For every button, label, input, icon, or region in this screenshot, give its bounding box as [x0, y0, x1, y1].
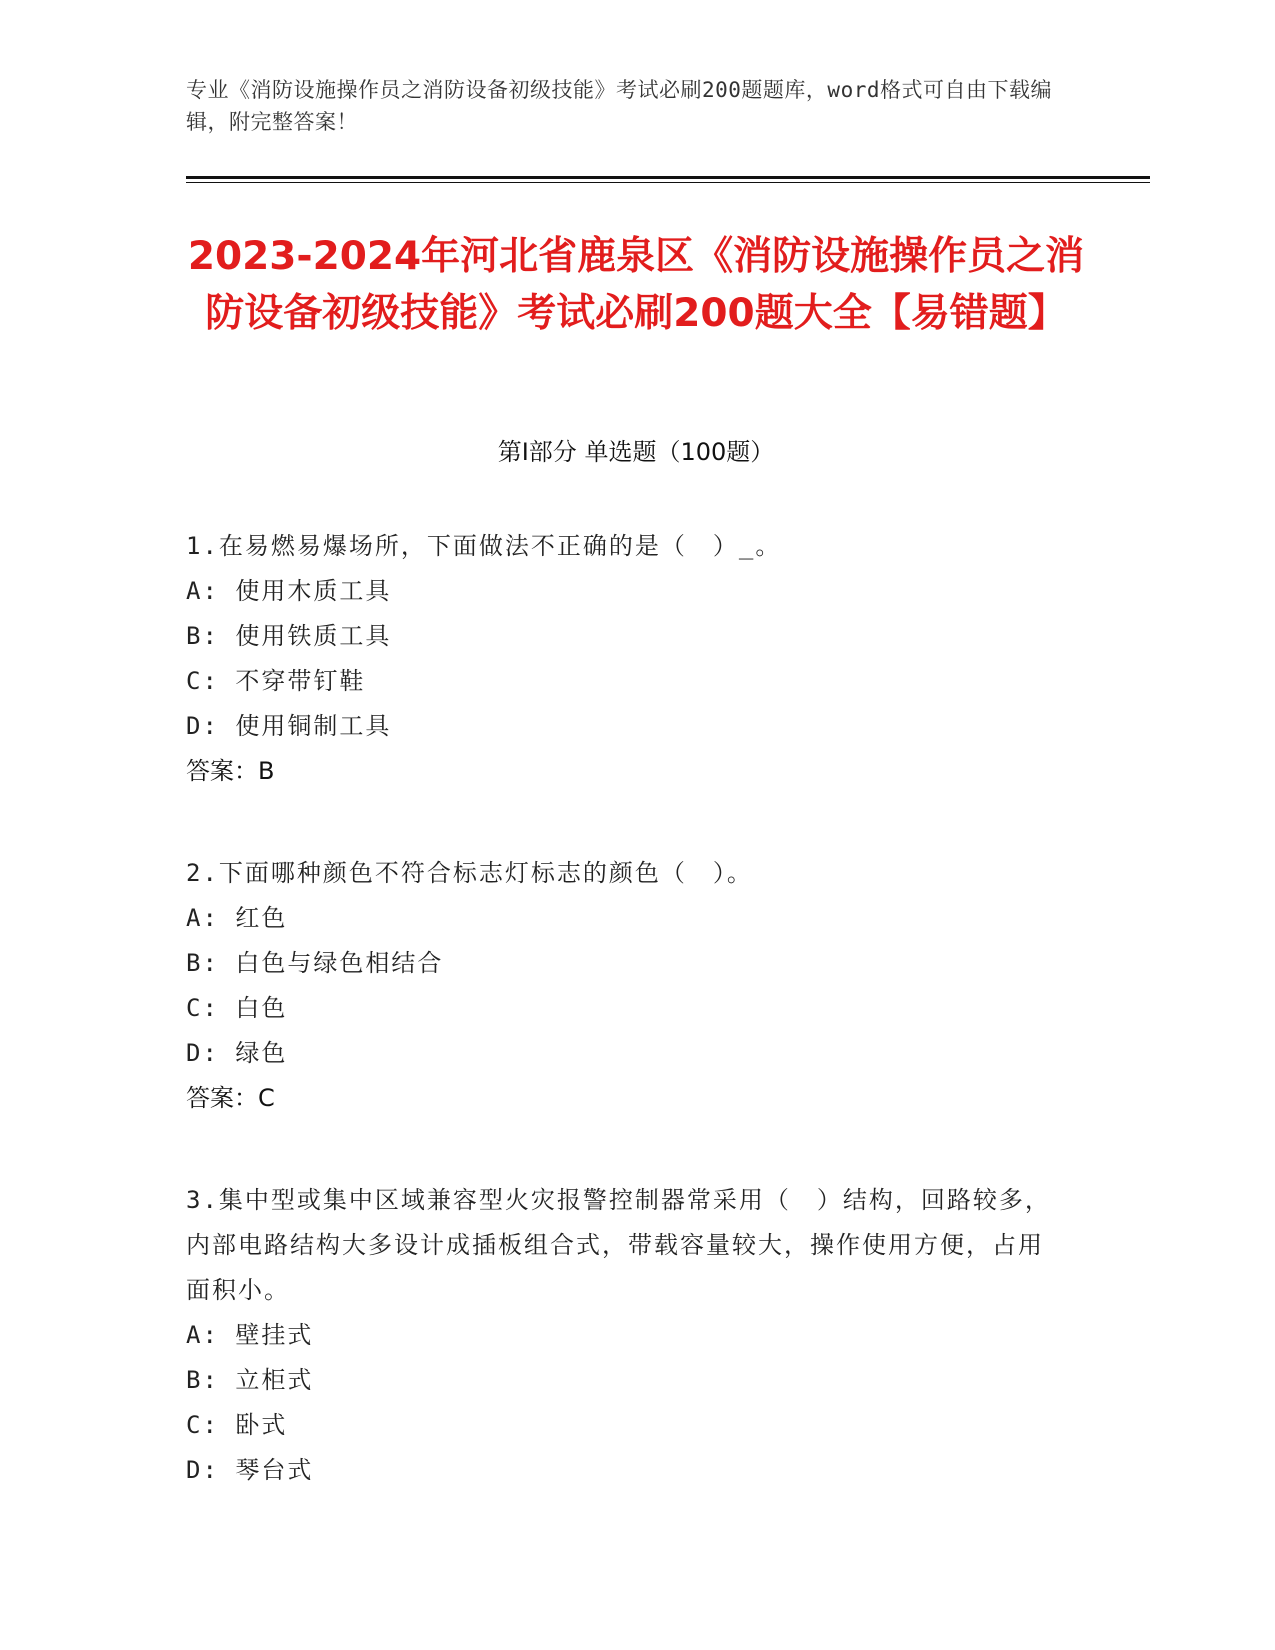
header-divider-thick [186, 176, 1150, 179]
header-divider-thin [186, 182, 1150, 183]
option-d: D: 琴台式 [186, 1456, 314, 1484]
option-a: A: 红色 [186, 904, 288, 932]
option-d: D: 绿色 [186, 1039, 288, 1067]
option-d: D: 使用铜制工具 [186, 712, 392, 740]
option-c: C: 不穿带钉鞋 [186, 667, 366, 695]
question-item [186, 1178, 1066, 1493]
answer-line: 答案：B [186, 757, 275, 785]
option-a: A: 壁挂式 [186, 1321, 314, 1349]
option-b: B: 白色与绿色相结合 [186, 949, 444, 977]
option-c: C: 白色 [186, 994, 288, 1022]
header-note: 专业《消防设施操作员之消防设备初级技能》考试必刷200题题库，word格式可自由下载编辑，附完整答案！ [186, 78, 1052, 134]
option-b: B: 使用铁质工具 [186, 622, 392, 650]
option-c: C: 卧式 [186, 1411, 288, 1439]
question-stem: 2.下面哪种颜色不符合标志灯标志的颜色（ ）。 [186, 859, 753, 887]
option-b: B: 立柜式 [186, 1366, 314, 1394]
question-stem: 3.集中型或集中区域兼容型火灾报警控制器常采用（ ）结构，回路较多，内部电路结构大多设计成插板组合式，带载容量较大，操作使用方便，占用面积小。 [186, 1186, 1051, 1304]
question-list [186, 524, 1066, 1550]
section-title: 第Ⅰ部分 单选题（100题） [497, 438, 775, 466]
option-a: A: 使用木质工具 [186, 577, 392, 605]
question-stem: 1.在易燃易爆场所，下面做法不正确的是（ ）_。 [186, 532, 782, 560]
answer-line: 答案：C [186, 1084, 275, 1112]
question-item [186, 524, 1066, 794]
document-title: 2023-2024年河北省鹿泉区《消防设施操作员之消防设备初级技能》考试必刷200题大全【易错题】 [187, 234, 1085, 336]
question-item [186, 851, 1066, 1121]
